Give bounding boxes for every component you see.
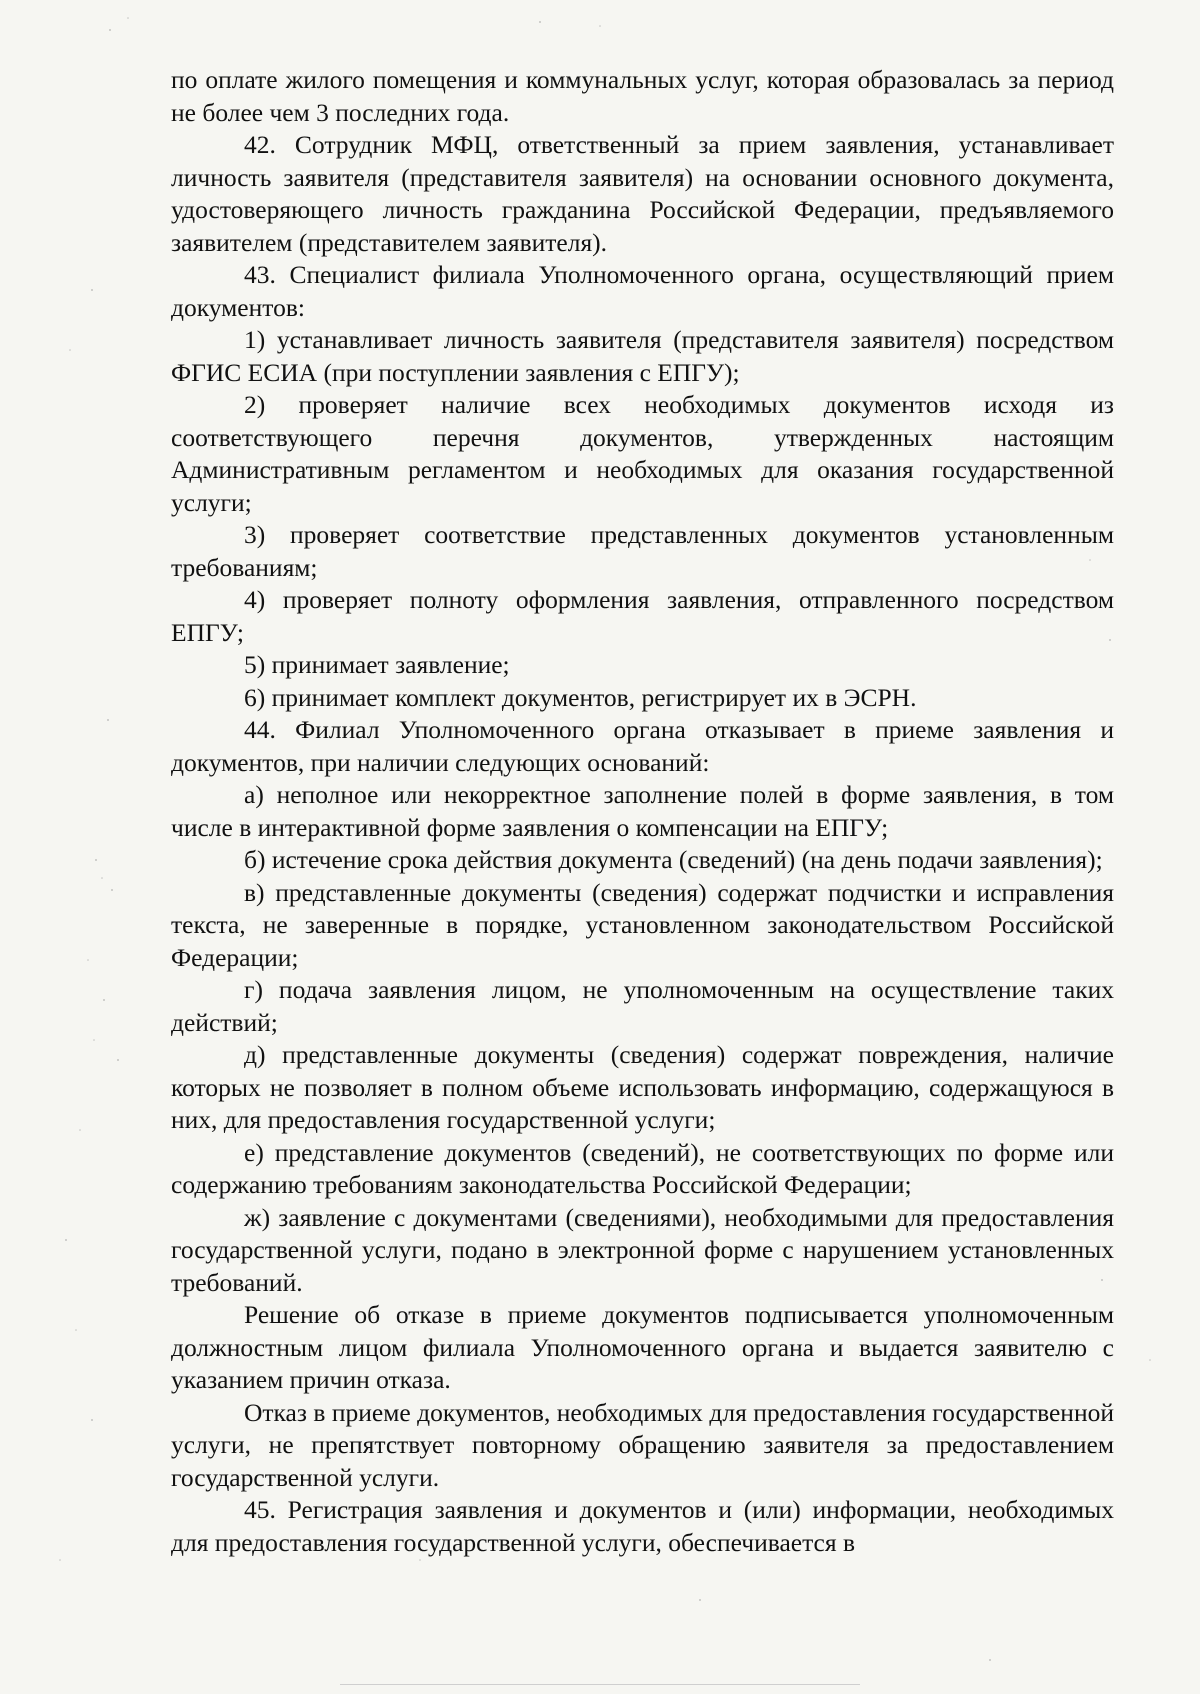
- list-item-44-g: г) подача заявления лицом, не уполномоченным на осуществление таких действий;: [171, 975, 1114, 1037]
- paragraph-42: 42. Сотрудник МФЦ, ответственный за прием заявления, устанавливает личность заявителя (представителя заявителя) на основании основного документа, удостоверяющего личность гражданина Российской Федерации, предъявляемого заявителем (представителем заявителя).: [171, 130, 1114, 257]
- list-item-43-2: 2) проверяет наличие всех необходимых документов исходя из соответствующего перечня документов, утвержденных настоящим Административным регламентом и необходимых для оказания государственной услуги;: [171, 390, 1114, 517]
- list-item-43-3: 3) проверяет соответствие представленных документов установленным требованиям;: [171, 520, 1114, 582]
- footer-rule: [340, 1684, 860, 1685]
- list-item-44-d: д) представленные документы (сведения) содержат повреждения, наличие которых не позволяет в полном объеме использовать информацию, содержащуюся в них, для предоставления государственной услуги;: [171, 1040, 1114, 1134]
- list-item-44-a: а) неполное или некорректное заполнение полей в форме заявления, в том числе в интерактивной форме заявления о компенсации на ЕПГУ;: [171, 780, 1114, 842]
- list-item-44-b: б) истечение срока действия документа (сведений) (на день подачи заявления);: [244, 845, 1103, 874]
- document-body: [171, 64, 1114, 1559]
- paragraph-45: 45. Регистрация заявления и документов и (или) информации, необходимых для предоставления государственной услуги, обеспечивается в: [171, 1495, 1114, 1557]
- paragraph-44: 44. Филиал Уполномоченного органа отказывает в приеме заявления и документов, при наличии следующих оснований:: [171, 715, 1114, 777]
- list-item-44-v: в) представленные документы (сведения) содержат подчистки и исправления текста, не заверенные в порядке, установленном законодательством Российской Федерации;: [171, 877, 1114, 972]
- list-item-43-4: 4) проверяет полноту оформления заявления, отправленного посредством ЕПГУ;: [171, 585, 1114, 647]
- list-item-44-e: е) представление документов (сведений), не соответствующих по форме или содержанию требованиям законодательства Российской Федерации;: [171, 1137, 1114, 1199]
- list-item-43-6: 6) принимает комплект документов, регистрирует их в ЭСРН.: [244, 682, 917, 712]
- paragraph-43: 43. Специалист филиала Уполномоченного органа, осуществляющий прием документов:: [171, 260, 1114, 322]
- list-item-44-zh: ж) заявление с документами (сведениями), необходимыми для предоставления государственной услуги, подано в электронной форме с нарушением установленных требований.: [171, 1202, 1114, 1297]
- paragraph-refusal-decision: Решение об отказе в приеме документов подписывается уполномоченным должностным лицом филиала Уполномоченного органа и выдается заявителю с указанием причин отказа.: [171, 1300, 1114, 1394]
- paragraph-refusal-no-obstacle: Отказ в приеме документов, необходимых для предоставления государственной услуги, не препятствует повторному обращению заявителя за предоставлением государственной услуги.: [171, 1397, 1114, 1492]
- paragraph-continuation: по оплате жилого помещения и коммунальных услуг, которая образовалась за период не более чем 3 последних года.: [171, 65, 1114, 127]
- list-item-43-1: 1) устанавливает личность заявителя (представителя заявителя) посредством ФГИС ЕСИА (при поступлении заявления с ЕПГУ);: [171, 325, 1114, 387]
- list-item-43-5: 5) принимает заявление;: [244, 650, 510, 679]
